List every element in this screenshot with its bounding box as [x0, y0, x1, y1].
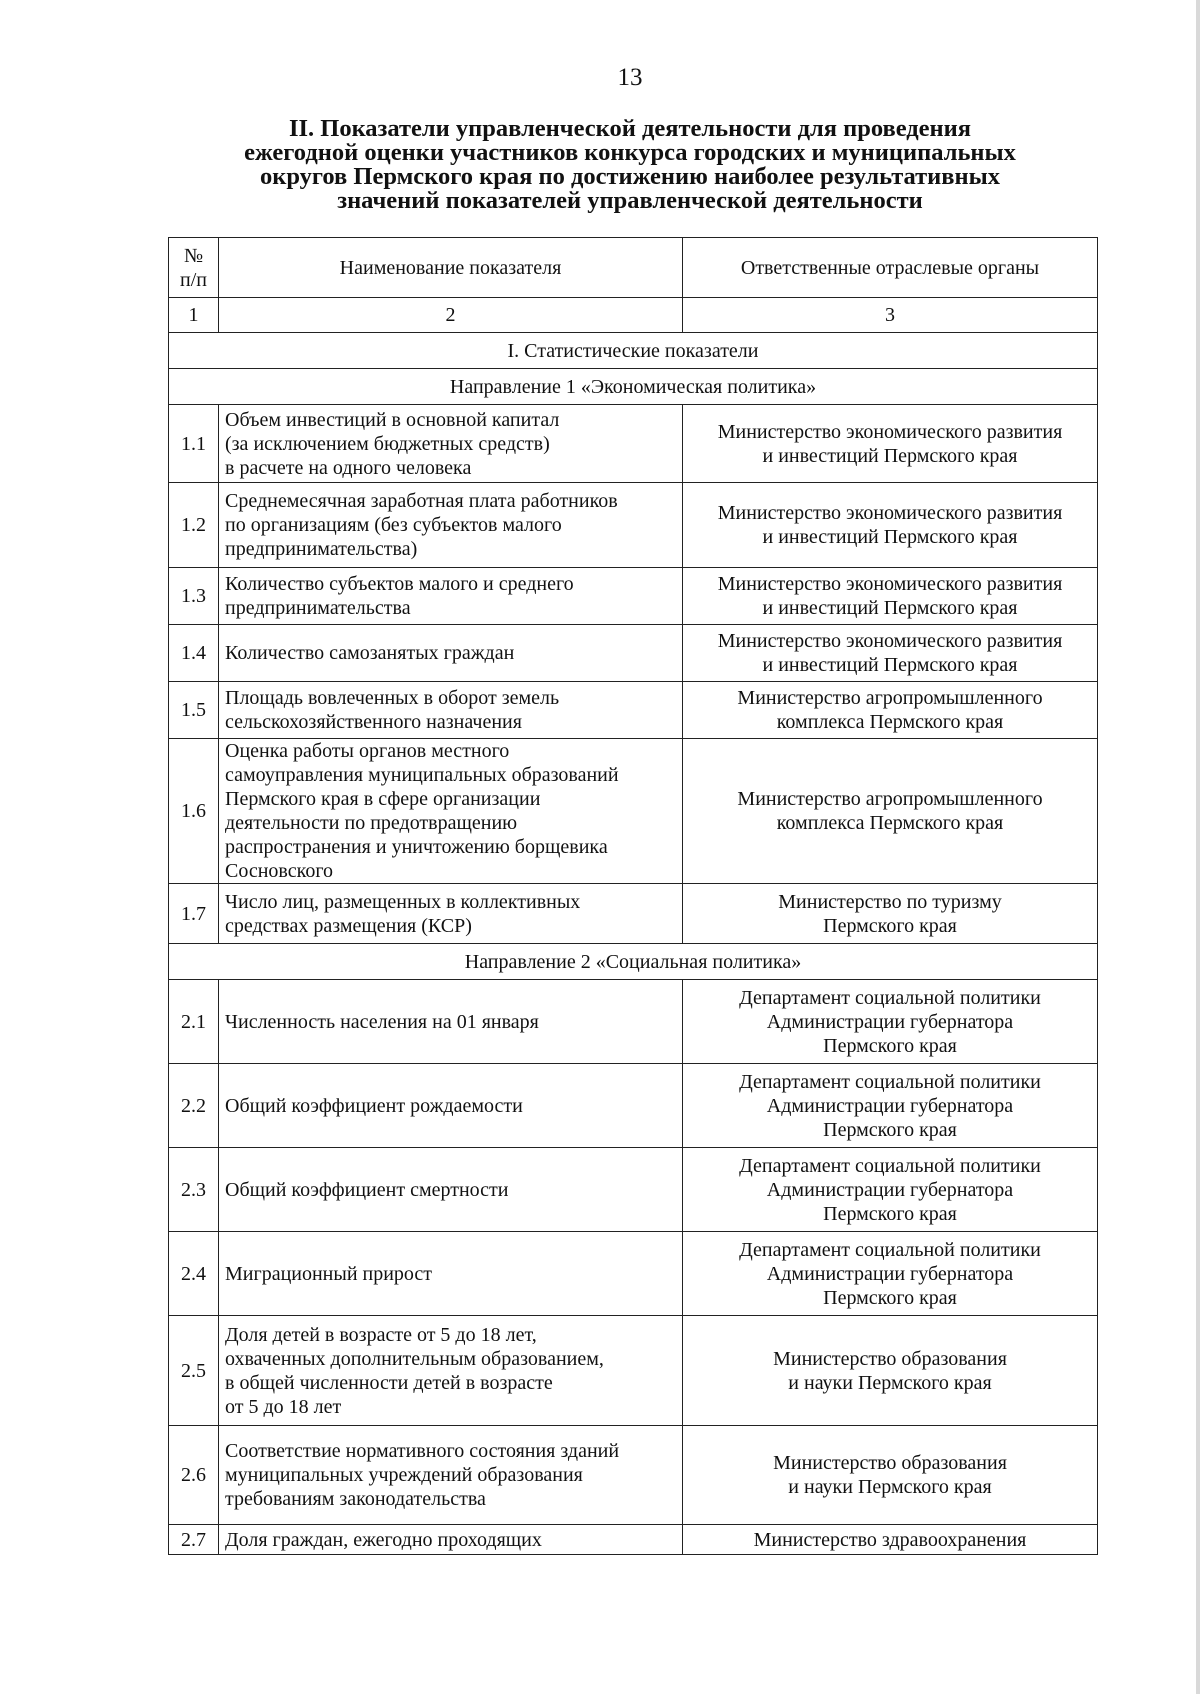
responsible-organ	[683, 1316, 1098, 1426]
row-number: 2.6	[169, 1426, 219, 1525]
row-number: 1.2	[169, 483, 219, 568]
row-number: 1.4	[169, 625, 219, 682]
indicator-name	[219, 625, 683, 682]
row-number: 2.2	[169, 1064, 219, 1148]
indicator-name-line: Оценка работы органов местного	[225, 740, 510, 762]
responsible-organ	[683, 625, 1098, 682]
row-number: 2.5	[169, 1316, 219, 1426]
section-row	[169, 333, 1098, 369]
responsible-organ-line: Министерство здравоохранения	[753, 1528, 1027, 1551]
table-row	[169, 625, 1098, 682]
row-number: 2.1	[169, 980, 219, 1064]
responsible-organ-line: Пермского края	[823, 1202, 957, 1225]
header-org: Ответственные отраслевые органы	[683, 238, 1098, 298]
table-row	[169, 1426, 1098, 1525]
column-number: 3	[683, 298, 1098, 333]
indicator-name-line: Соответствие нормативного состояния зданий	[225, 1440, 620, 1462]
direction-title: Направление 1 «Экономическая политика»	[169, 369, 1098, 405]
responsible-organ	[683, 1064, 1098, 1148]
indicator-name	[219, 483, 683, 568]
heading-line: значений показателей управленческой деятельности	[337, 187, 923, 214]
responsible-organ	[683, 739, 1098, 884]
direction-title: Направление 2 «Социальная политика»	[169, 944, 1098, 980]
indicator-name-line: в общей численности детей в возрасте	[225, 1371, 553, 1394]
indicator-name	[219, 1426, 683, 1525]
responsible-organ-line: Пермского края	[823, 914, 957, 937]
table-row	[169, 405, 1098, 483]
responsible-organ-line: Пермского края	[823, 1286, 957, 1309]
table-row	[169, 884, 1098, 944]
indicator-name-line: охваченных дополнительным образованием,	[225, 1347, 604, 1370]
indicator-name-line: Общий коэффициент рождаемости	[225, 1094, 523, 1117]
indicator-name-line: самоуправления муниципальных образований	[225, 764, 619, 786]
row-number: 2.3	[169, 1148, 219, 1232]
table-row	[169, 1525, 1098, 1555]
indicator-name-line: по организациям (без субъектов малого	[225, 514, 562, 536]
responsible-organ-line: комплекса Пермского края	[776, 711, 1004, 733]
heading-line: II. Показатели управленческой деятельности для проведения	[288, 115, 972, 142]
responsible-organ	[683, 1148, 1098, 1232]
row-number: 1.7	[169, 884, 219, 944]
responsible-organ-line: Министерство экономического развития	[717, 630, 1063, 652]
column-number-row	[169, 298, 1098, 333]
indicator-name-line: Общий коэффициент смертности	[225, 1178, 509, 1201]
responsible-organ-line: Департамент социальной политики	[739, 1154, 1041, 1177]
indicator-name	[219, 1232, 683, 1316]
indicator-name-line: распространения и уничтожению борщевика	[225, 836, 608, 858]
direction-row	[169, 944, 1098, 980]
responsible-organ	[683, 1525, 1098, 1555]
responsible-organ-line: Министерство агропромышленного	[737, 788, 1043, 810]
header-num: № п/п	[169, 238, 219, 298]
indicator-name	[219, 980, 683, 1064]
indicator-name-line: предпринимательства	[225, 597, 411, 619]
indicator-name-line: муниципальных учреждений образования	[225, 1464, 583, 1486]
responsible-organ-line: и инвестиций Пермского края	[762, 597, 1018, 619]
responsible-organ-line: и науки Пермского края	[788, 1476, 992, 1498]
row-number: 1.3	[169, 568, 219, 625]
heading-line: ежегодной оценки участников конкурса городских и муниципальных	[244, 139, 1016, 166]
responsible-organ-line: Пермского края	[823, 1118, 957, 1141]
indicator-name-line: Число лиц, размещенных в коллективных	[225, 890, 581, 913]
responsible-organ-line: и науки Пермского края	[788, 1371, 992, 1394]
indicator-name-line: сельскохозяйственного назначения	[225, 711, 522, 733]
table-row	[169, 980, 1098, 1064]
responsible-organ-line: Министерство агропромышленного	[737, 687, 1043, 709]
responsible-organ-line: комплекса Пермского края	[776, 812, 1004, 834]
table-row	[169, 1232, 1098, 1316]
indicator-name-line: в расчете на одного человека	[225, 456, 472, 479]
responsible-organ-line: Департамент социальной политики	[739, 1238, 1041, 1261]
indicator-name-line: (за исключением бюджетных средств)	[225, 432, 550, 455]
direction-1-rows	[169, 405, 1098, 944]
responsible-organ	[683, 405, 1098, 483]
direction-row	[169, 369, 1098, 405]
column-number: 1	[169, 298, 219, 333]
header-name: Наименование показателя	[219, 238, 683, 298]
table-row	[169, 739, 1098, 884]
responsible-organ	[683, 1232, 1098, 1316]
responsible-organ-line: и инвестиций Пермского края	[762, 526, 1018, 548]
indicator-name-line: деятельности по предотвращению	[225, 812, 518, 834]
indicator-name-line: Доля граждан, ежегодно проходящих	[225, 1528, 542, 1551]
responsible-organ	[683, 980, 1098, 1064]
responsible-organ	[683, 568, 1098, 625]
indicator-name-line: Миграционный прирост	[225, 1262, 433, 1285]
indicators-table	[168, 237, 1098, 1555]
responsible-organ-line: Департамент социальной политики	[739, 1070, 1041, 1093]
responsible-organ-line: Министерство по туризму	[778, 890, 1002, 913]
table-row	[169, 568, 1098, 625]
section-title: I. Статистические показатели	[169, 333, 1098, 369]
table-row	[169, 1064, 1098, 1148]
indicator-name-line: средствах размещения (КСР)	[225, 914, 472, 937]
responsible-organ-line: Администрации губернатора	[766, 1262, 1014, 1285]
indicator-name-line: Сосновского	[225, 860, 334, 882]
table-row	[169, 682, 1098, 739]
document-heading	[150, 117, 1110, 213]
indicator-name	[219, 1064, 683, 1148]
responsible-organ-line: Министерство образования	[773, 1347, 1007, 1370]
row-number: 1.5	[169, 682, 219, 739]
indicator-name	[219, 1316, 683, 1426]
indicator-name	[219, 568, 683, 625]
indicator-name-line: предпринимательства)	[225, 538, 418, 560]
heading-line: округов Пермского края по достижению наиболее результативных	[259, 163, 1001, 190]
responsible-organ-line: Министерство экономического развития	[717, 420, 1063, 443]
table-header-row	[169, 238, 1098, 298]
indicator-name	[219, 1148, 683, 1232]
responsible-organ-line: Министерство экономического развития	[717, 573, 1063, 595]
responsible-organ	[683, 483, 1098, 568]
indicator-name-line: Численность населения на 01 января	[225, 1010, 539, 1033]
indicator-name	[219, 405, 683, 483]
table-row	[169, 1316, 1098, 1426]
indicator-name-line: Количество самозанятых граждан	[225, 642, 515, 664]
responsible-organ	[683, 682, 1098, 739]
row-number: 2.7	[169, 1525, 219, 1555]
indicator-name	[219, 739, 683, 884]
indicator-name-line: Доля детей в возрасте от 5 до 18 лет,	[225, 1323, 537, 1346]
indicator-name	[219, 1525, 683, 1555]
row-number: 1.1	[169, 405, 219, 483]
row-number: 2.4	[169, 1232, 219, 1316]
responsible-organ-line: Пермского края	[823, 1034, 957, 1057]
indicator-name-line: Количество субъектов малого и среднего	[225, 573, 574, 595]
responsible-organ-line: Министерство образования	[773, 1452, 1007, 1474]
responsible-organ-line: и инвестиций Пермского края	[762, 654, 1018, 676]
indicator-name-line: Объем инвестиций в основной капитал	[225, 408, 560, 431]
indicator-name-line: Пермского края в сфере организации	[225, 788, 541, 810]
responsible-organ-line: Администрации губернатора	[766, 1010, 1014, 1033]
indicator-name-line: Среднемесячная заработная плата работников	[225, 490, 618, 512]
responsible-organ-line: Администрации губернатора	[766, 1178, 1014, 1201]
responsible-organ-line: Министерство экономического развития	[717, 502, 1063, 524]
responsible-organ	[683, 1426, 1098, 1525]
row-number: 1.6	[169, 739, 219, 884]
indicator-name-line: требованиям законодательства	[225, 1488, 486, 1510]
page-edge	[1196, 0, 1200, 1694]
responsible-organ	[683, 884, 1098, 944]
responsible-organ-line: Департамент социальной политики	[739, 986, 1041, 1009]
indicator-name	[219, 682, 683, 739]
column-number: 2	[219, 298, 683, 333]
indicator-name	[219, 884, 683, 944]
responsible-organ-line: Администрации губернатора	[766, 1094, 1014, 1117]
indicator-name-line: от 5 до 18 лет	[225, 1395, 342, 1418]
responsible-organ-line: и инвестиций Пермского края	[762, 444, 1018, 467]
page-number: 13	[617, 64, 643, 91]
table-row	[169, 1148, 1098, 1232]
table-row	[169, 483, 1098, 568]
direction-2-rows	[169, 980, 1098, 1555]
indicator-name-line: Площадь вовлеченных в оборот земель	[225, 687, 560, 709]
